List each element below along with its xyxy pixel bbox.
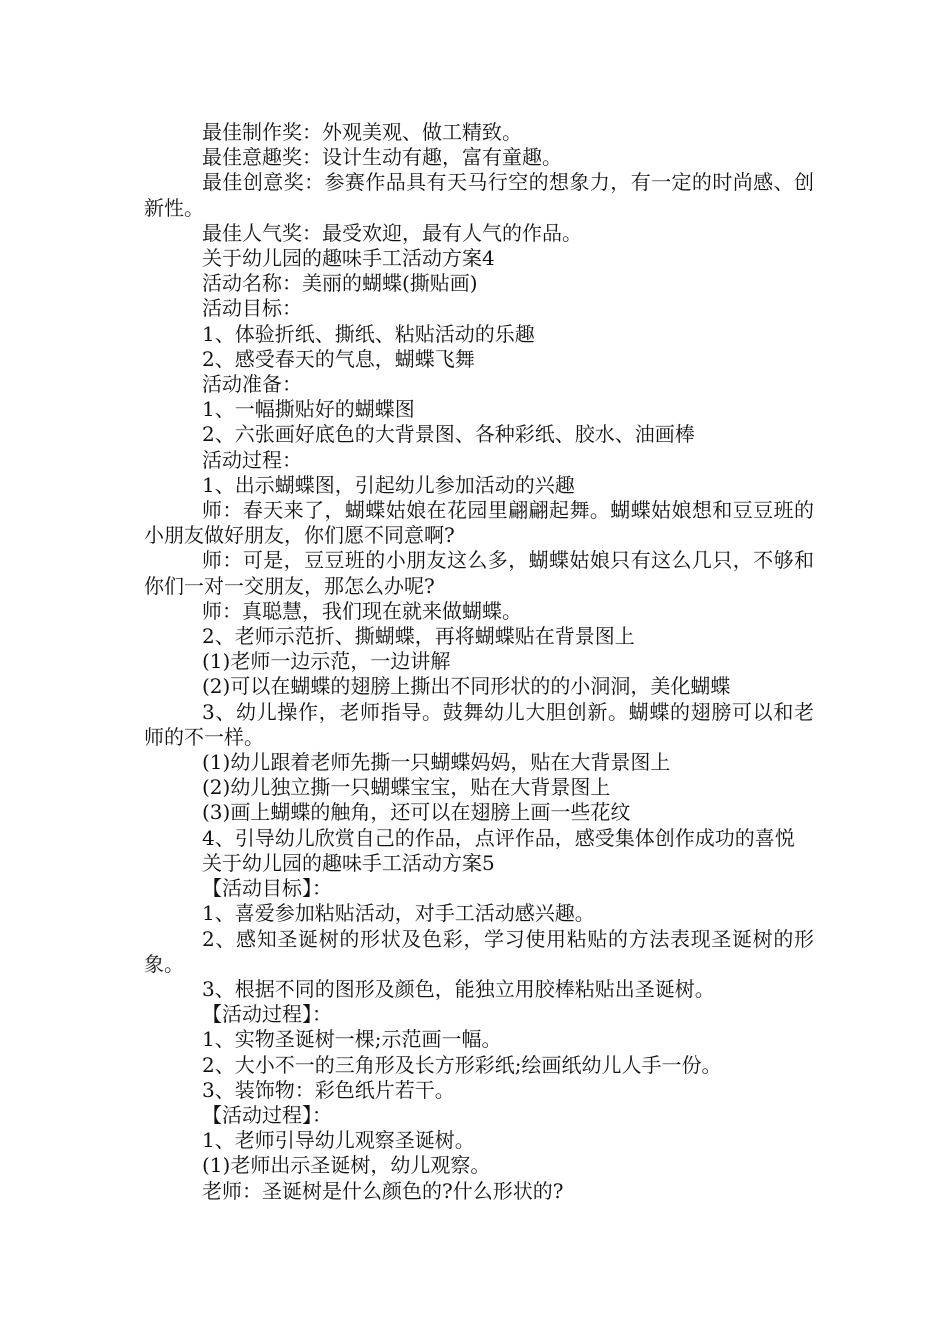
paragraph: 2、六张画好底色的大背景图、各种彩纸、胶水、油画棒 — [202, 422, 695, 447]
paragraph: 3、幼儿操作，老师指导。鼓舞幼儿大胆创新。蝴蝶的翅膀可以和老师的不一样。 — [144, 699, 814, 749]
paragraph: 4、引导幼儿欣赏自己的作品，点评作品，感受集体创作成功的喜悦 — [202, 825, 795, 850]
paragraph: 1、一幅撕贴好的蝴蝶图 — [202, 397, 415, 422]
paragraph: (1)老师出示圣诞树，幼儿观察。 — [202, 1153, 491, 1178]
paragraph: 师：真聪慧，我们现在就来做蝴蝶。 — [202, 598, 522, 623]
paragraph: 【活动目标】： — [202, 876, 332, 901]
paragraph: 3、装饰物：彩色纸片若干。 — [202, 1077, 455, 1102]
paragraph: (1)幼儿跟着老师先撕一只蝴蝶妈妈，贴在大背景图上 — [202, 750, 671, 775]
paragraph: 【活动过程】： — [202, 1102, 332, 1127]
paragraph: 最佳意趣奖：设计生动有趣，富有童趣。 — [202, 145, 562, 170]
document-page — [144, 120, 814, 1204]
paragraph: 2、感受春天的气息，蝴蝶飞舞 — [202, 346, 475, 371]
paragraph: 师：春天来了，蝴蝶姑娘在花园里翩翩起舞。蝴蝶姑娘想和豆豆班的小朋友做好朋友，你们愿不同意啊? — [144, 498, 814, 548]
paragraph: 【活动过程】： — [202, 1002, 332, 1027]
paragraph: 活动准备： — [202, 372, 302, 397]
paragraph: 1、体验折纸、撕纸、粘贴活动的乐趣 — [202, 321, 535, 346]
paragraph: 最佳创意奖：参赛作品具有天马行空的想象力，有一定的时尚感、创新性。 — [144, 170, 814, 220]
paragraph: (2)可以在蝴蝶的翅膀上撕出不同形状的的小洞洞，美化蝴蝶 — [202, 674, 731, 699]
paragraph: 1、出示蝴蝶图，引起幼儿参加活动的兴趣 — [202, 472, 575, 497]
paragraph: 活动目标： — [202, 296, 302, 321]
paragraph: 1、喜爱参加粘贴活动，对手工活动感兴趣。 — [202, 901, 595, 926]
paragraph: (1)老师一边示范，一边讲解 — [202, 649, 451, 674]
section-heading: 关于幼儿园的趣味手工活动方案5 — [202, 850, 495, 875]
paragraph: 1、老师引导幼儿观察圣诞树。 — [202, 1128, 475, 1153]
paragraph: 活动过程： — [202, 447, 302, 472]
paragraph: (2)幼儿独立撕一只蝴蝶宝宝，贴在大背景图上 — [202, 775, 611, 800]
paragraph: 3、根据不同的图形及颜色，能独立用胶棒粘贴出圣诞树。 — [202, 976, 715, 1001]
paragraph: 2、大小不一的三角形及长方形彩纸;绘画纸幼儿人手一份。 — [202, 1052, 722, 1077]
paragraph: 师：可是，豆豆班的小朋友这么多，蝴蝶姑娘只有这么几只，不够和你们一对一交朋友，那怎么办呢? — [144, 548, 814, 598]
paragraph: 最佳人气奖：最受欢迎，最有人气的作品。 — [202, 220, 582, 245]
paragraph: 最佳制作奖：外观美观、做工精致。 — [202, 120, 522, 144]
paragraph: (3)画上蝴蝶的触角，还可以在翅膀上画一些花纹 — [202, 800, 631, 825]
section-heading: 关于幼儿园的趣味手工活动方案4 — [202, 246, 495, 271]
paragraph: 2、感知圣诞树的形状及色彩，学习使用粘贴的方法表现圣诞树的形象。 — [144, 926, 814, 976]
paragraph: 老师：圣诞树是什么颜色的?什么形状的? — [202, 1178, 564, 1203]
paragraph: 1、实物圣诞树一棵;示范画一幅。 — [202, 1027, 502, 1052]
paragraph: 活动名称：美丽的蝴蝶(撕贴画) — [202, 271, 478, 296]
paragraph: 2、老师示范折、撕蝴蝶，再将蝴蝶贴在背景图上 — [202, 624, 635, 649]
